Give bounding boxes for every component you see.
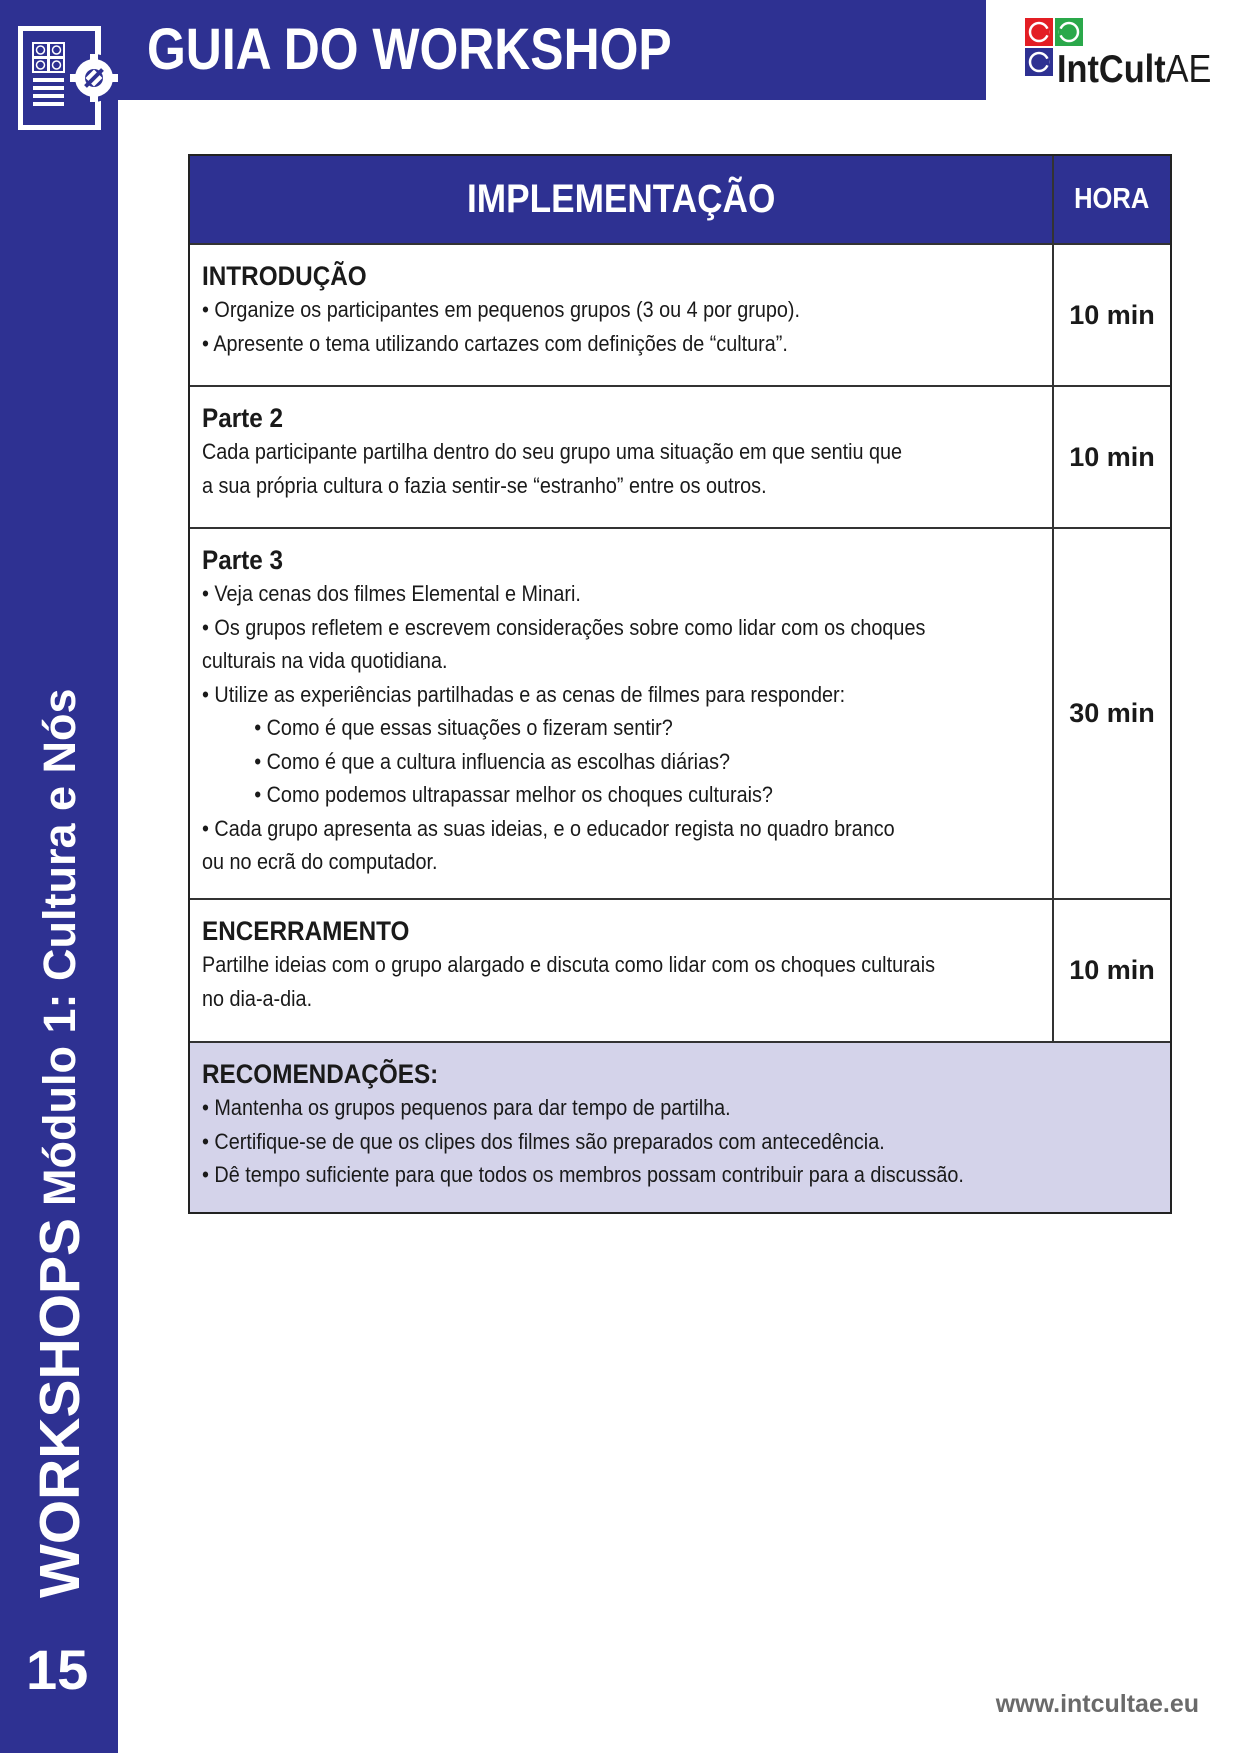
workshop-guide-icon xyxy=(18,26,118,130)
logo-wordmark: IntCultAE xyxy=(1057,48,1212,91)
section-line: ou no ecrã do computador. xyxy=(202,849,438,874)
column-header-implementation: IMPLEMENTAÇÃO xyxy=(466,177,776,221)
table-header-row xyxy=(190,156,1170,245)
page-title: GUIA DO WORKSHOP xyxy=(147,17,672,82)
table-row xyxy=(190,387,1170,529)
time-cell: 30 min xyxy=(1069,698,1155,728)
section-line: • Utilize as experiências partilhadas e as cenas de filmes para responder: xyxy=(202,681,846,707)
recommendation-line: • Mantenha os grupos pequenos para dar tempo de partilha. xyxy=(202,1095,731,1120)
section-title: Parte 2 xyxy=(202,403,284,433)
recommendation-line: • Certifique-se de que os clipes dos filmes são preparados com antecedência. xyxy=(202,1128,885,1154)
recommendations-row xyxy=(190,1043,1170,1212)
sidebar-module-label: Módulo 1: Cultura e Nós xyxy=(34,688,85,1206)
section-line: no dia-a-dia. xyxy=(202,985,313,1011)
section-subline: • Como é que essas situações o fizeram sentir? xyxy=(254,715,673,740)
recommendations-cell xyxy=(190,1043,1170,1212)
section-title: INTRODUÇÃO xyxy=(202,261,367,291)
table-row xyxy=(190,900,1170,1043)
section-title: ENCERRAMENTO xyxy=(202,916,410,946)
activity-cell xyxy=(190,387,1054,527)
section-line: • Os grupos refletem e escrevem considerações sobre como lidar com os choques xyxy=(202,614,926,640)
activity-cell xyxy=(190,245,1054,385)
section-line: Cada participante partilha dentro do seu grupo uma situação em que sentiu que xyxy=(202,439,903,464)
header-cell-implementation xyxy=(190,156,1054,243)
activity-cell xyxy=(190,900,1054,1041)
section-line: a sua própria cultura o fazia sentir-se “estranho” entre os outros. xyxy=(202,472,767,498)
time-cell: 10 min xyxy=(1069,299,1155,330)
time-cell: 10 min xyxy=(1069,955,1155,985)
section-line: • Veja cenas dos filmes Elemental e Minari. xyxy=(202,581,581,606)
recommendation-line: • Dê tempo suficiente para que todos os membros possam contribuir para a discussão. xyxy=(202,1162,964,1187)
time-cell: 10 min xyxy=(1069,441,1155,472)
footer-website-link[interactable]: www.intcultae.eu xyxy=(995,1690,1199,1718)
header-cell-time xyxy=(1054,156,1170,243)
table-row xyxy=(190,245,1170,387)
section-line: Partilhe ideias com o grupo alargado e discuta como lidar com os choques culturais xyxy=(202,952,935,977)
sidebar-series-label: WORKSHOPS xyxy=(28,1217,92,1598)
section-line: • Cada grupo apresenta as suas ideias, e o educador regista no quadro branco xyxy=(202,815,895,841)
section-line: • Apresente o tema utilizando cartazes com definições de “cultura”. xyxy=(202,330,788,356)
recommendations-title: RECOMENDAÇÕES: xyxy=(202,1059,439,1089)
section-subline: • Como podemos ultrapassar melhor os choques culturais? xyxy=(254,782,773,807)
section-title: Parte 3 xyxy=(202,545,284,575)
section-line: culturais na vida quotidiana. xyxy=(202,648,448,673)
sidebar-vertical-title xyxy=(28,688,92,1598)
column-header-time: HORA xyxy=(1074,183,1150,215)
activity-cell xyxy=(190,529,1054,898)
implementation-table xyxy=(188,154,1172,1214)
table-row xyxy=(190,529,1170,900)
intcultae-logo xyxy=(1025,18,1212,91)
section-subline: • Como é que a cultura influencia as escolhas diárias? xyxy=(254,748,731,774)
section-line: • Organize os participantes em pequenos grupos (3 ou 4 por grupo). xyxy=(202,297,800,322)
page-number: 15 xyxy=(26,1638,89,1701)
